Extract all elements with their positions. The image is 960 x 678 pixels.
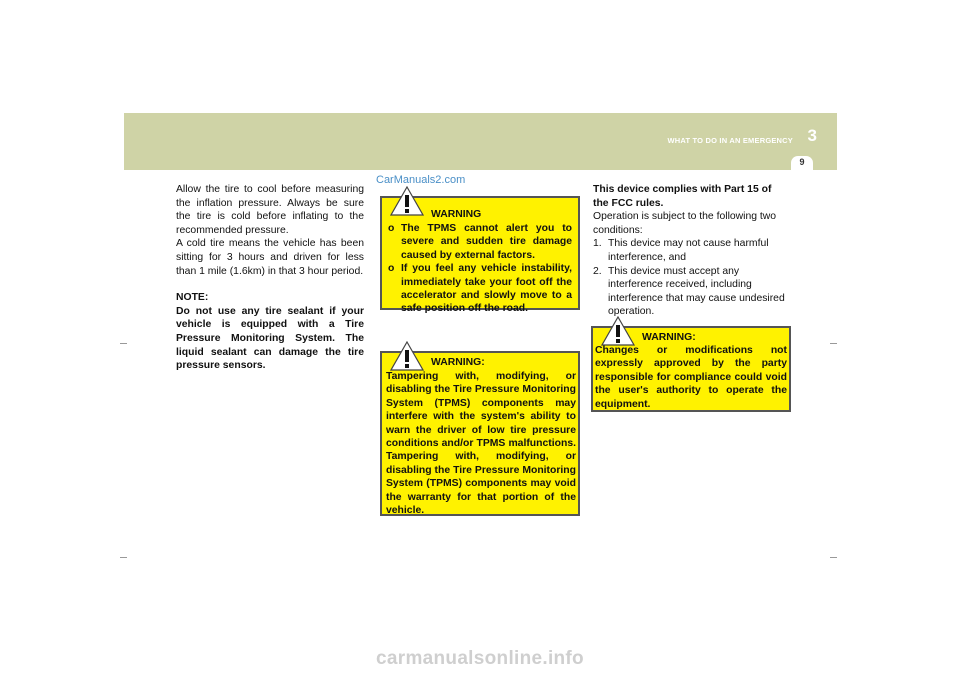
warning-body: Changes or modifications not expressly approved by the party responsible for compliance could void the user's authority to operate the equipment.	[595, 345, 787, 410]
trim-mark	[830, 343, 837, 344]
warning-title: WARNING:	[642, 332, 696, 343]
right-column	[593, 183, 785, 319]
note-label: NOTE:	[176, 292, 209, 304]
fcc-warning-box	[591, 326, 791, 412]
trim-mark	[120, 343, 127, 344]
tampering-warning-box	[380, 351, 580, 516]
page-number: 9	[799, 157, 805, 167]
note-text: Do not use any tire sealant if your vehicle is equipped with a Tire Pressure Monitoring System. The liquid sealant can damage the tire pressure sensors.	[176, 305, 364, 372]
warning-triangle-icon	[390, 186, 424, 216]
section-title: WHAT TO DO IN AN EMERGENCY	[667, 136, 793, 145]
warning-body: Tampering with, modifying, or disabling the Tire Pressure Monitoring System (TPMS) components may interfere with the system's ability to warn the driver of low tire pressure conditions and/or TPMS malfunctions. Tampering with, modifying, or disabling the Tire Pressure Monitoring System (TPMS) components may void the warranty for that portion of the vehicle.	[386, 371, 576, 517]
fcc-heading: This device complies with Part 15 of the FCC rules.	[593, 184, 772, 209]
warning-list	[388, 222, 572, 316]
list-item: o If you feel any vehicle instability, immediately take your foot off the accelerator and slowly move to a safe position off the road.	[388, 262, 572, 316]
list-item: 1. This device may not cause harmful interference, and	[593, 238, 769, 263]
list-item: o The TPMS cannot alert you to severe and sudden tire damage caused by external factors.	[388, 222, 572, 262]
chapter-number: 3	[807, 126, 817, 145]
warning-title: WARNING:	[431, 357, 485, 368]
cold-tire-definition: A cold tire means the vehicle has been sitting for 3 hours and driven for less than 1 mile (1.6km) in that 3 hour period.	[176, 238, 364, 277]
cool-tire-paragraph: Allow the tire to cool before measuring the inflation pressure. Always be sure the tire is cold before inflating to the recommended pressure.	[176, 184, 364, 236]
watermark-footer[interactable]: carmanualsonline.info	[376, 648, 584, 669]
warning-triangle-icon	[390, 341, 424, 371]
warning-title: WARNING	[431, 209, 482, 220]
fcc-conditions	[593, 237, 785, 319]
watermark-link[interactable]: CarManuals2.com	[376, 174, 466, 186]
trim-mark	[830, 557, 837, 558]
warning-triangle-icon	[601, 316, 635, 346]
left-column	[176, 183, 364, 373]
header-band	[124, 113, 837, 170]
page-number-tab	[791, 156, 813, 170]
trim-mark	[120, 557, 127, 558]
list-item: 2. This device must accept any interference received, including interference that may cause undesired operation.	[593, 265, 785, 318]
tpms-warning-box	[380, 196, 580, 315]
fcc-intro: Operation is subject to the following two conditions:	[593, 211, 777, 236]
